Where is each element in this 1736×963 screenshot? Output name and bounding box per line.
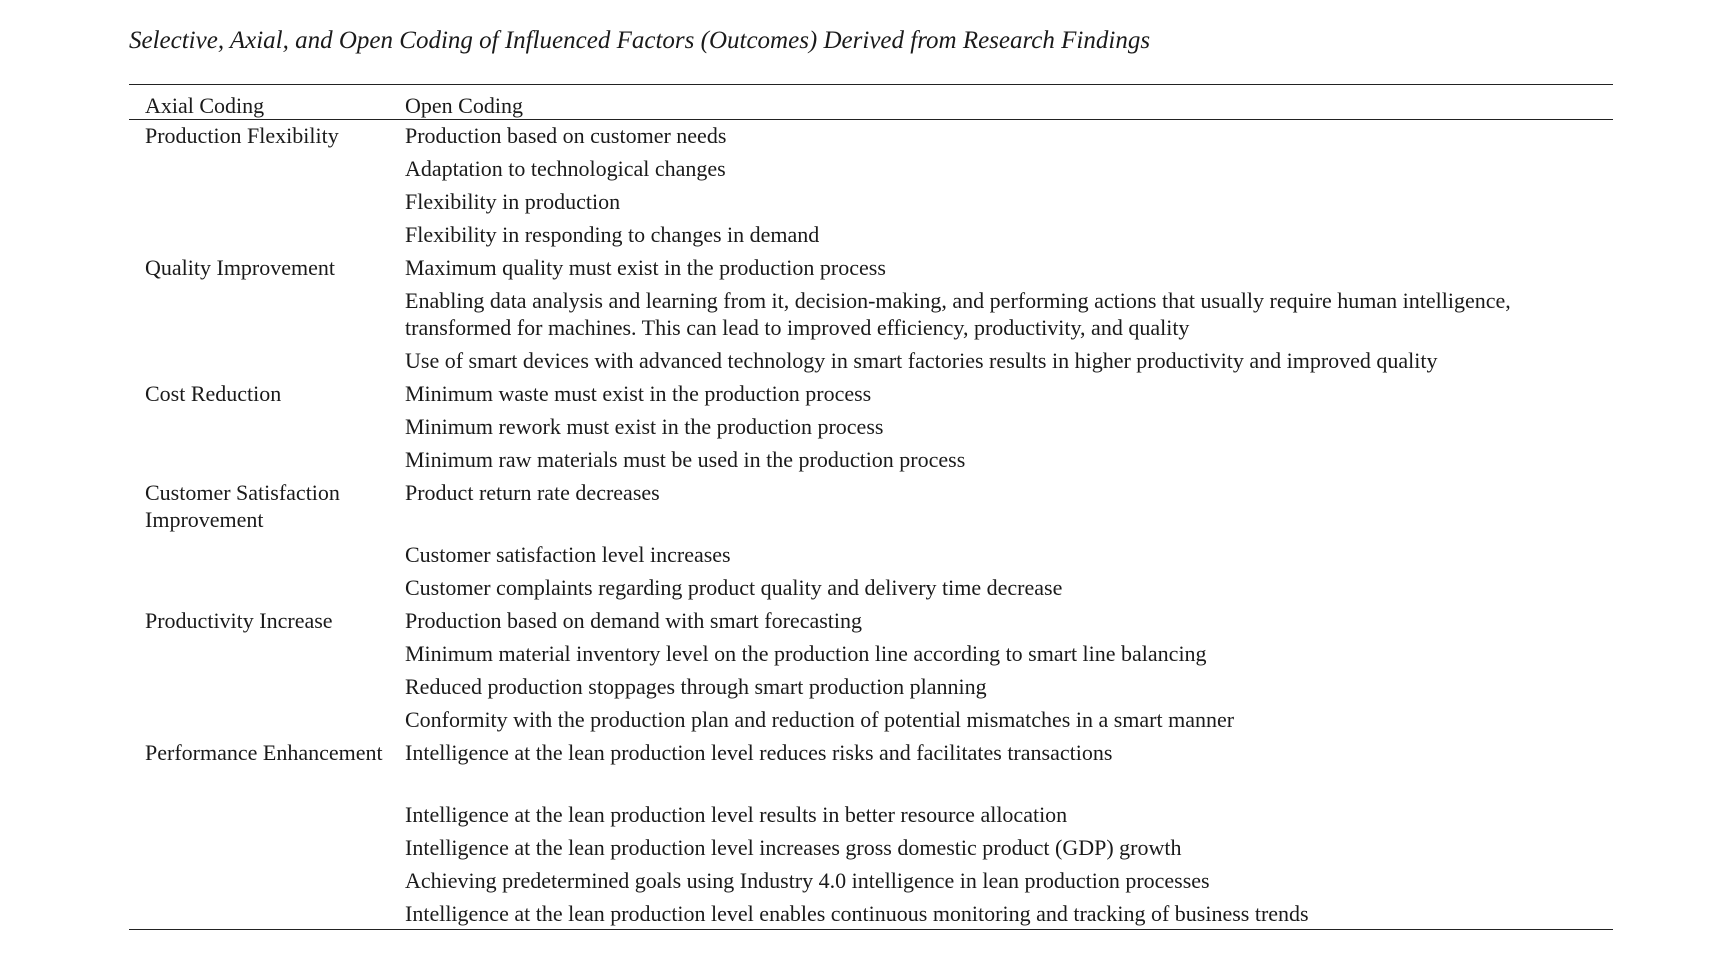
table-header xyxy=(129,85,1613,120)
column-header-open: Open Coding xyxy=(405,93,523,118)
open-cell: Use of smart devices with advanced technology in smart factories results in higher productivity and improved quality xyxy=(405,348,1438,373)
table-caption: Selective, Axial, and Open Coding of Influenced Factors (Outcomes) Derived from Research Findings xyxy=(129,27,1151,54)
axial-cell xyxy=(129,186,405,219)
axial-cell xyxy=(129,898,405,929)
axial-cell xyxy=(129,219,405,252)
open-cell: Minimum material inventory level on the production line according to smart line balancing xyxy=(405,641,1207,666)
axial-cell xyxy=(129,704,405,737)
table-row xyxy=(129,285,1613,345)
table-row xyxy=(129,153,1613,186)
open-cell: Production based on customer needs xyxy=(405,123,727,148)
table-row xyxy=(129,865,1613,898)
axial-cell xyxy=(129,832,405,865)
axial-cell xyxy=(129,865,405,898)
open-cell: Minimum waste must exist in the production process xyxy=(405,381,872,406)
coding-table xyxy=(129,84,1613,930)
axial-cell xyxy=(129,444,405,477)
axial-cell xyxy=(129,572,405,605)
table-row xyxy=(129,638,1613,671)
axial-cell xyxy=(129,799,405,832)
axial-cell: Cost Reduction xyxy=(145,381,282,406)
table-row xyxy=(129,898,1613,929)
open-cell: Production based on demand with smart forecasting xyxy=(405,608,863,633)
table-row xyxy=(129,378,1613,411)
table-row xyxy=(129,799,1613,832)
table-row xyxy=(129,605,1613,638)
axial-cell xyxy=(129,285,405,345)
table-row xyxy=(129,671,1613,704)
open-cell: Intelligence at the lean production level results in better resource allocation xyxy=(405,802,1068,827)
open-cell: Customer satisfaction level increases xyxy=(405,542,731,567)
table-row xyxy=(129,252,1613,285)
axial-cell xyxy=(129,638,405,671)
table-row xyxy=(129,444,1613,477)
table-row xyxy=(129,120,1613,153)
table-row xyxy=(129,704,1613,737)
axial-cell xyxy=(129,411,405,444)
axial-cell: Customer Satisfaction Improvement xyxy=(145,480,340,532)
open-cell: Minimum raw materials must be used in the production process xyxy=(405,447,966,472)
axial-cell xyxy=(129,345,405,378)
table-row xyxy=(129,345,1613,378)
axial-cell: Production Flexibility xyxy=(145,123,339,148)
open-cell: Intelligence at the lean production level increases gross domestic product (GDP) growth xyxy=(405,835,1182,860)
open-cell: Conformity with the production plan and reduction of potential mismatches in a smart manner xyxy=(405,707,1235,732)
open-cell: Flexibility in production xyxy=(405,189,621,214)
axial-cell xyxy=(129,153,405,186)
open-cell: Product return rate decreases xyxy=(405,480,660,505)
table-row xyxy=(129,477,1613,539)
table-row xyxy=(129,411,1613,444)
column-header-axial: Axial Coding xyxy=(145,93,265,118)
axial-cell xyxy=(129,539,405,572)
axial-cell: Quality Improvement xyxy=(145,255,336,280)
open-cell: Intelligence at the lean production level enables continuous monitoring and tracking of business trends xyxy=(405,901,1309,926)
table-row xyxy=(129,219,1613,252)
axial-cell: Productivity Increase xyxy=(145,608,333,633)
axial-cell xyxy=(129,671,405,704)
open-cell: Flexibility in responding to changes in demand xyxy=(405,222,820,247)
open-cell: Minimum rework must exist in the production process xyxy=(405,414,884,439)
open-cell: Intelligence at the lean production level reduces risks and facilitates transactions xyxy=(405,740,1113,765)
table-row xyxy=(129,539,1613,572)
open-cell: Customer complaints regarding product quality and delivery time decrease xyxy=(405,575,1063,600)
open-cell: Achieving predetermined goals using Industry 4.0 intelligence in lean production processes xyxy=(405,868,1210,893)
axial-cell: Performance Enhancement xyxy=(145,740,383,765)
open-cell: Reduced production stoppages through smart production planning xyxy=(405,674,987,699)
table-row xyxy=(129,832,1613,865)
table-row xyxy=(129,186,1613,219)
table-row xyxy=(129,737,1613,799)
open-cell: Maximum quality must exist in the production process xyxy=(405,255,886,280)
table-row xyxy=(129,572,1613,605)
open-cell: Enabling data analysis and learning from it, decision-making, and performing actions that usually require human intelligence, transformed for machines. This can lead to improved efficiency, productivity, and quality xyxy=(405,288,1511,340)
open-cell: Adaptation to technological changes xyxy=(405,156,726,181)
